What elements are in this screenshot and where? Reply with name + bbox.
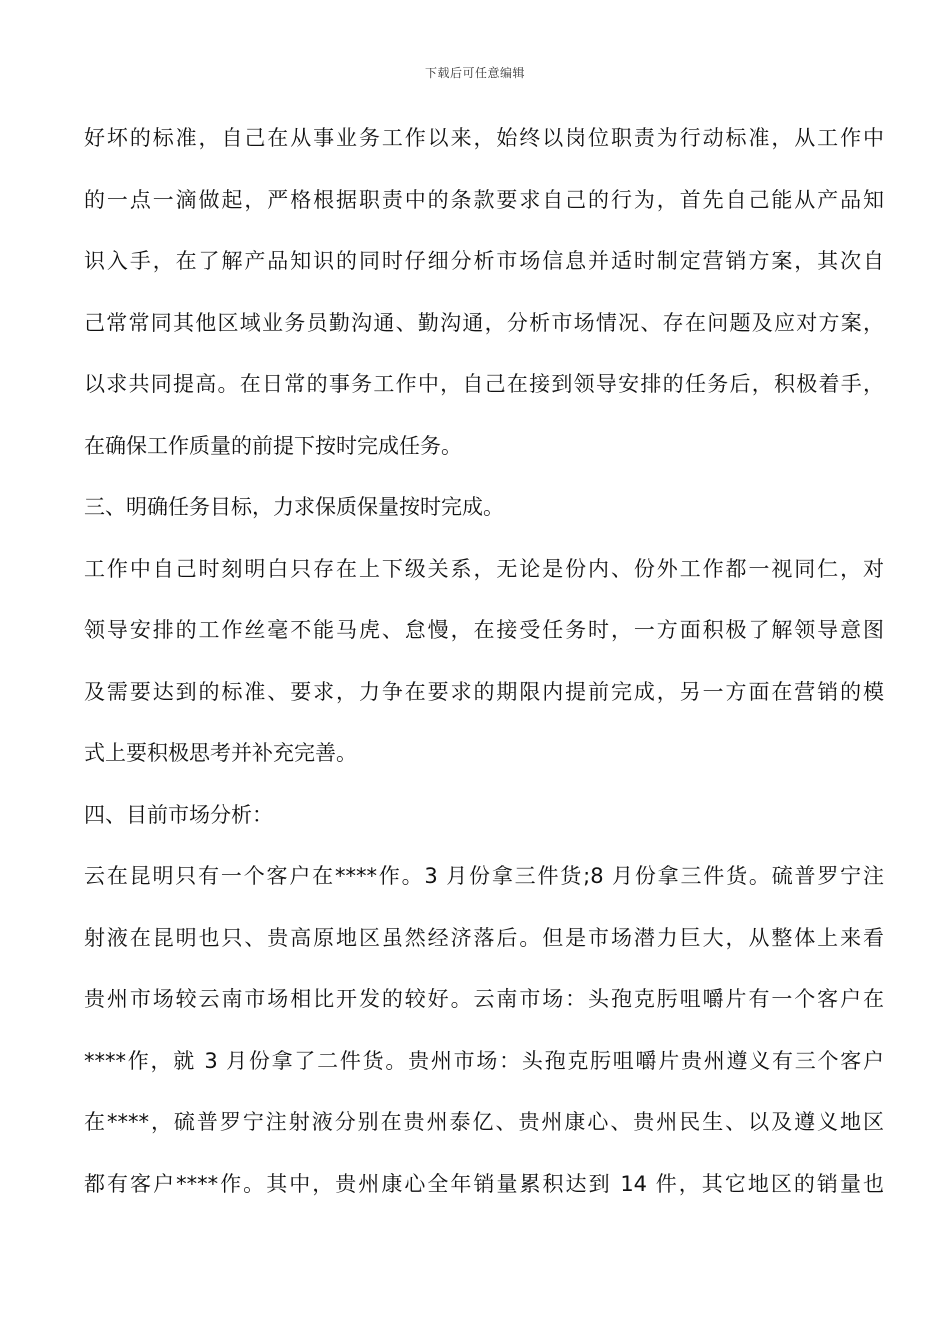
- text-line: 领导安排的工作丝毫不能马虎、怠慢，在接受任务时，一方面积极了解领导意图: [84, 618, 884, 642]
- text-line: 在****，硫普罗宁注射液分别在贵州泰亿、贵州康心、贵州民生、以及遵义地区: [84, 1110, 884, 1134]
- text-line: 的一点一滴做起，严格根据职责中的条款要求自己的行为，首先自己能从产品知: [84, 187, 884, 212]
- text-line: 射液在昆明也只、贵高原地区虽然经济落后。但是市场潜力巨大，从整体上来看: [84, 925, 884, 950]
- text-line: 云在昆明只有一个客户在****作。3 月份拿三件货;8 月份拿三件货。硫普罗宁注: [84, 864, 884, 888]
- text-line: 己常常同其他区域业务员勤沟通、勤沟通，分析市场情况、存在问题及应对方案，: [84, 310, 884, 335]
- document-body: [84, 118, 884, 1225]
- text-line: 都有客户****作。其中，贵州康心全年销量累积达到 14 件，其它地区的销量也: [84, 1171, 884, 1196]
- page-header: 下载后可任意编辑: [424, 66, 525, 80]
- text-line: 贵州市场较云南市场相比开发的较好。云南市场：头孢克肟咀嚼片有一个客户在: [84, 987, 884, 1011]
- text-line: 及需要达到的标准、要求，力争在要求的期限内提前完成，另一方面在营销的模: [84, 679, 884, 704]
- text-line: 以求共同提高。在日常的事务工作中，自己在接到领导安排的任务后，积极着手，: [84, 372, 884, 396]
- text-line: ****作，就 3 月份拿了二件货。贵州市场：头孢克肟咀嚼片贵州遵义有三个客户: [84, 1048, 884, 1073]
- text-line: 识入手，在了解产品知识的同时仔细分析市场信息并适时制定营销方案，其次自: [84, 249, 884, 273]
- text-line: 工作中自己时刻明白只存在上下级关系，无论是份内、份外工作都一视同仁，对: [84, 556, 884, 581]
- section-heading: 三、明确任务目标，力求保质保量按时完成。: [84, 495, 504, 519]
- text-line: 在确保工作质量的前提下按时完成任务。: [84, 433, 462, 458]
- text-line: 式上要积极思考并补充完善。: [84, 741, 357, 765]
- section-heading: 四、目前市场分析：: [84, 802, 273, 827]
- text-line: 好坏的标准，自己在从事业务工作以来，始终以岗位职责为行动标准，从工作中: [84, 126, 884, 150]
